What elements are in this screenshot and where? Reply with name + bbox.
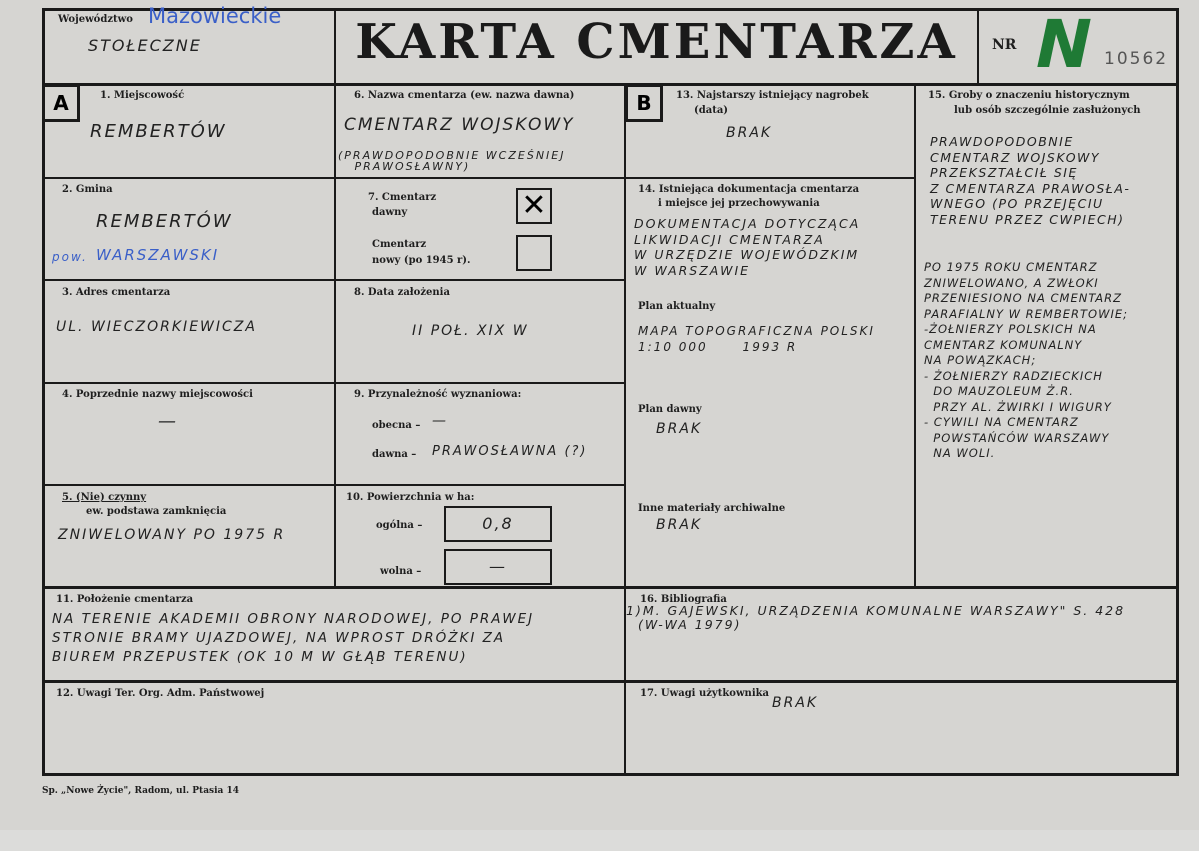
old-cemetery-label: dawny — [372, 207, 408, 218]
field-13-value: BRAK — [726, 125, 773, 141]
field-5-sublabel: ew. podstawa zamknięcia — [86, 506, 227, 517]
field-6-note: (PRAWDOPODOBNIE WCZEŚNIEJ PRAWOSŁAWNY) — [338, 149, 566, 173]
divider — [624, 84, 626, 774]
field-15-value-continued: PO 1975 ROKU CMENTARZ ZNIWELOWANO, A ZWŁOKI PRZENIESIONO NA CMENTARZ PARAFIALNY W REMBERTOWIE; -ŻOŁNIERZY POLSKICH NA CMENTARZ KOMUNALNY NA POWĄZKACH; - ŻOŁNIERZY RADZIECKICH DO MAUZOLEUM Ż.R. PRZY AL. ŻWIRKI I WIGURY - CYWILI NA CMENTARZ POWSTAŃCÓW WARSZAWY NA WOLI. — [924, 260, 1128, 460]
field-3-value: UL. WIECZORKIEWICZA — [56, 319, 257, 335]
field-11-label: 11. Położenie cmentarza — [56, 594, 194, 605]
frame-bottom — [42, 773, 1179, 776]
printer-imprint: Sp. „Nowe Życie", Radom, ul. Ptasia 14 — [42, 786, 240, 796]
field-2-label: 2. Gmina — [62, 184, 113, 195]
divider — [42, 279, 625, 281]
field-14-label: 14. Istniejąca dokumentacja cmentarza — [638, 184, 860, 195]
card-title: KARTA CMENTARZA — [355, 14, 958, 70]
divider — [42, 484, 625, 486]
divider — [42, 83, 1179, 86]
nr-value: 10562 — [1104, 49, 1169, 69]
field-14-value: DOKUMENTACJA DOTYCZĄCA LIKWIDACJI CMENTARZA W URZĘDZIE WOJEWÓDZKIM W WARSZAWIE — [634, 216, 861, 278]
divider — [42, 382, 625, 384]
new-cemetery-sublabel: nowy (po 1945 r). — [372, 255, 471, 266]
free-area-value: — — [444, 549, 552, 585]
current-plan-label: Plan aktualny — [638, 301, 716, 312]
old-plan-label: Plan dawny — [638, 404, 702, 415]
field-16-label: 16. Bibliografia — [640, 594, 727, 605]
field-4-label: 4. Poprzednie nazwy miejscowości — [62, 389, 253, 400]
divider — [914, 84, 916, 587]
frame-right — [1176, 8, 1179, 776]
voivodeship-stamp: Mazowieckie — [148, 4, 282, 28]
field-10-label: 10. Powierzchnia w ha: — [346, 492, 475, 503]
new-cemetery-checkbox[interactable] — [516, 235, 552, 271]
voivodeship-label: Województwo — [58, 14, 133, 25]
field-3-label: 3. Adres cmentarza — [62, 287, 171, 298]
frame-left — [42, 8, 45, 776]
field-11-value: NA TERENIE AKADEMII OBRONY NARODOWEJ, PO PRAWEJ STRONIE BRAMY UJAZDOWEJ, NA WPROST DRÓŻKI ZA BIUREM PRZEPUSTEK (OK 10 M W GŁĄB TERENU) — [52, 611, 535, 665]
current-plan-value: MAPA TOPOGRAFICZNA POLSKI 1:10 000 1993 R — [638, 324, 875, 354]
divider — [42, 586, 1179, 589]
field-4-value: — — [158, 411, 178, 432]
field-17-value: BRAK — [772, 695, 819, 711]
nr-marker: N — [1027, 6, 1100, 83]
nr-label: NR — [992, 37, 1017, 53]
field-14-sublabel: i miejsce jej przechowywania — [658, 198, 820, 209]
field-1-label: 1. Miejscowość — [100, 90, 185, 101]
field-8-label: 8. Data założenia — [354, 287, 450, 298]
section-a-badge: A — [42, 84, 80, 122]
county-prefix: pow. — [52, 250, 88, 264]
field-9-label: 9. Przynależność wyznaniowa: — [354, 389, 522, 400]
field-8-value: II POŁ. XIX W — [412, 323, 529, 339]
former-denomination-label: dawna – — [372, 449, 417, 460]
field-15-label: 15. Groby o znaczeniu historycznym — [928, 90, 1130, 101]
field-15-sublabel: lub osób szczególnie zasłużonych — [954, 105, 1141, 116]
field-15-value: PRAWDOPODOBNIE CMENTARZ WOJSKOWY PRZEKSZTAŁCIŁ SIĘ Z CMENTARZA PRAWOSŁA- WNEGO (PO PRZEJĘCIU TERENU PRZEZ CWPIECH) — [930, 134, 1131, 227]
field-7-label: 7. Cmentarz — [368, 192, 437, 203]
field-17-label: 17. Uwagi użytkownika — [640, 688, 770, 699]
former-denomination-value: PRAWOSŁAWNA (?) — [432, 444, 588, 459]
divider — [42, 177, 916, 179]
field-5-label: 5. (Nie) czynny — [62, 492, 147, 503]
other-materials-label: Inne materiały archiwalne — [638, 503, 786, 514]
new-cemetery-label: Cmentarz — [372, 239, 427, 250]
field-2-value: REMBERTÓW — [96, 211, 233, 232]
old-plan-value: BRAK — [656, 421, 703, 437]
current-denomination-value: — — [432, 413, 448, 429]
field-13-sublabel: (data) — [694, 105, 729, 116]
field-6-label: 6. Nazwa cmentarza (ew. nazwa dawna) — [354, 90, 575, 101]
divider — [42, 680, 1179, 683]
county-value: WARSZAWSKI — [96, 246, 220, 264]
field-12-label: 12. Uwagi Ter. Org. Adm. Państwowej — [56, 688, 265, 699]
divider — [334, 8, 336, 588]
field-1-value: REMBERTÓW — [90, 121, 227, 142]
other-materials-value: BRAK — [656, 517, 703, 533]
field-16-value: 1)M. GAJEWSKI, URZĄDZENIA KOMUNALNE WARSZAWY" S. 428 (W-WA 1979) — [626, 603, 1126, 632]
total-area-label: ogólna – — [376, 520, 423, 531]
field-6-value: CMENTARZ WOJSKOWY — [344, 115, 575, 135]
old-cemetery-checkbox[interactable]: ✕ — [516, 188, 552, 224]
total-area-value: 0,8 — [444, 506, 552, 542]
voivodeship-value: STOŁECZNE — [88, 36, 202, 55]
field-13-label: 13. Najstarszy istniejący nagrobek — [676, 90, 869, 101]
field-5-value: ZNIWELOWANY PO 1975 R — [58, 527, 286, 543]
free-area-label: wolna – — [380, 566, 422, 577]
current-denomination-label: obecna – — [372, 420, 421, 431]
section-b-badge: B — [625, 84, 663, 122]
